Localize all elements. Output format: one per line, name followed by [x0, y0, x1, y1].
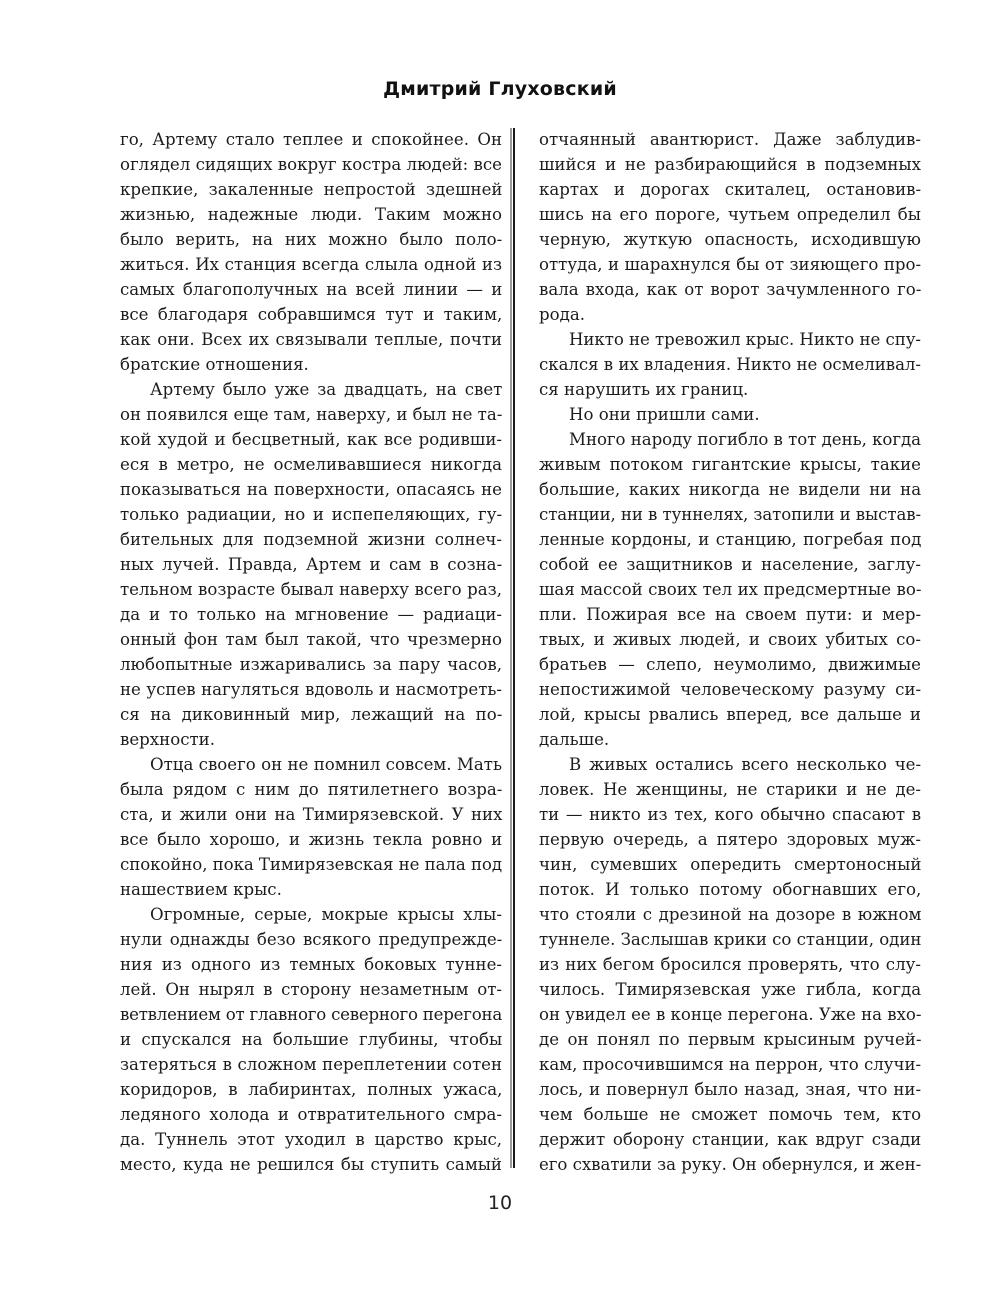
- text-line: ти — никто из тех, кого обычно спасают в: [539, 805, 922, 824]
- text-line: крепкие, закаленные непростой здешней: [120, 180, 503, 199]
- text-line: вала входа, как от ворот зачумленного го-: [539, 280, 922, 299]
- text-line: его схватили за руку. Он обернулся, и жен-: [539, 1155, 922, 1174]
- divider-gray-rule: [510, 128, 512, 1168]
- text-line: ленные кордоны, и станцию, погребая под: [539, 530, 922, 549]
- text-line: тельном возрасте бывал наверху всего раз,: [120, 580, 502, 599]
- text-line: что стояли с дрезиной на дозоре в южном: [539, 905, 922, 924]
- text-line: Никто не тревожил крыс. Никто не спу-: [569, 330, 921, 349]
- text-line: ста, и жили они на Тимирязевской. У них: [120, 805, 503, 824]
- text-line: нашествием крыс.: [120, 880, 282, 899]
- text-line: живым потоком гигантские крысы, такие: [539, 455, 921, 474]
- text-line: Но они пришли сами.: [569, 405, 760, 424]
- text-line: все было хорошо, и жизнь текла ровно и: [120, 830, 503, 849]
- text-line: братьев — слепо, неумолимо, движимые: [539, 655, 921, 674]
- text-line: картах и дорогах скиталец, остановив-: [539, 180, 922, 199]
- text-line: чилось. Тимирязевская уже гибла, когда: [539, 980, 922, 999]
- text-line: верхности.: [120, 730, 216, 749]
- text-line: житься. Их станция всегда слыла одной из: [120, 255, 502, 274]
- text-line: любопытные изжаривались за пару часов,: [120, 655, 502, 674]
- text-line: не успев нагуляться вдоволь и насмотреть-: [120, 680, 503, 699]
- text-line: шись на его пороге, чутьем определил бы: [539, 205, 921, 224]
- text-line: ных лучей. Правда, Артем и сам в созна-: [120, 555, 503, 574]
- text-line: Отца своего он не помнил совсем. Мать: [150, 755, 502, 774]
- text-line: онный фон там был такой, что чрезмерно: [120, 630, 502, 649]
- text-line: большие, каких никогда не видели ни на: [539, 480, 922, 499]
- text-line: лой, крысы рвались вперед, все дальше и: [539, 705, 921, 724]
- text-line: го, Артему стало теплее и спокойнее. Он: [120, 130, 503, 149]
- text-line: пли. Пожирая все на своем пути: и мер-: [539, 605, 922, 624]
- text-line: ся на диковинный мир, лежащий на по-: [120, 705, 503, 724]
- right-text-column: [539, 127, 921, 1177]
- text-line: оглядел сидящих вокруг костра людей: все: [120, 155, 502, 174]
- left-text-column: [120, 127, 502, 1177]
- text-line: дальше.: [539, 730, 610, 749]
- text-line: В живых остались всего несколько че-: [569, 755, 922, 774]
- text-line: из них бегом бросился проверять, что слу-: [539, 955, 921, 974]
- text-line: отчаянный авантюрист. Даже заблудив-: [539, 130, 921, 149]
- text-line: кой худой и бесцветный, как все родивши-: [120, 430, 502, 449]
- text-line: да и то только на мгновение — радиаци-: [120, 605, 502, 624]
- text-line: было верить, на них можно было поло-: [120, 230, 503, 249]
- text-line: ловек. Не женщины, не старики и не де-: [539, 780, 921, 799]
- text-line: ся нарушить их границ.: [539, 380, 749, 399]
- text-line: кам, просочившимся на перрон, что случи-: [539, 1055, 922, 1074]
- text-line: ветвлением от главного северного перегона: [120, 1005, 502, 1024]
- text-line: скался в их владения. Никто не осмеливал-: [539, 355, 921, 374]
- text-line: как они. Всех их связывали теплые, почти: [120, 330, 503, 349]
- text-line: и спускался на большие глубины, чтобы: [120, 1030, 503, 1049]
- text-line: Артему было уже за двадцать, на свет: [150, 380, 503, 399]
- text-line: он появился еще там, наверху, и был не та-: [120, 405, 503, 424]
- text-line: твых, и живых людей, и своих убитых со-: [539, 630, 921, 649]
- text-line: затеряться в сложном переплетении сотен: [120, 1055, 502, 1074]
- text-line: Огромные, серые, мокрые крысы хлы-: [150, 905, 502, 924]
- text-line: только радиации, но и испепеляющих, гу-: [120, 505, 503, 524]
- text-line: жизнью, надежные люди. Таким можно: [120, 205, 502, 224]
- text-line: держит оборону станции, как вдруг сзади: [539, 1130, 922, 1149]
- text-line: шийся и не разбирающийся в подземных: [539, 155, 921, 174]
- text-line: место, куда не решился бы ступить самый: [120, 1155, 502, 1174]
- divider-black-rule: [513, 128, 515, 1168]
- text-line: все благодаря собравшимся тут и таким,: [120, 305, 503, 324]
- text-line: да. Туннель этот уходил в царство крыс,: [120, 1130, 503, 1149]
- text-line: черную, жуткую опасность, исходившую: [539, 230, 921, 249]
- text-line: станции, ни в туннелях, затопили и выстав-: [539, 505, 921, 524]
- text-line: лось, и повернул было назад, зная, что ни-: [539, 1080, 922, 1099]
- text-line: братские отношения.: [120, 355, 309, 374]
- text-line: чин, сумевших опередить смертоносный: [539, 855, 922, 874]
- text-line: поток. И только потому обогнавших его,: [539, 880, 922, 899]
- text-line: ледяного холода и отвратительного смра-: [120, 1105, 502, 1124]
- text-line: Много народу погибло в тот день, когда: [569, 430, 921, 449]
- text-line: де он понял по первым крысиным ручей-: [539, 1030, 922, 1049]
- text-line: показываться на поверхности, опасаясь не: [120, 480, 502, 499]
- text-line: бительных для подземной жизни солнеч-: [120, 530, 502, 549]
- text-line: шая массой своих тел их предсмертные во-: [539, 580, 922, 599]
- text-line: еся в метро, не осмеливавшиеся никогда: [120, 455, 502, 474]
- page-number: 10: [487, 1192, 513, 1214]
- text-line: чем больше не сможет помочь тем, кто: [539, 1105, 922, 1124]
- text-line: нули однажды безо всякого предупрежде-: [120, 930, 503, 949]
- text-line: оттуда, и шарахнулся бы от зияющего про-: [539, 255, 922, 274]
- text-line: он увидел ее в конце перегона. Уже на вхо-: [539, 1005, 922, 1024]
- text-line: ния из одного из темных боковых тунне-: [120, 955, 502, 974]
- text-line: туннеле. Заслышав крики со станции, один: [539, 930, 922, 949]
- text-line: самых благополучных на всей линии — и: [120, 280, 503, 299]
- text-line: была рядом с ним до пятилетнего возра-: [120, 780, 503, 799]
- text-line: коридоров, в лабиринтах, полных ужаса,: [120, 1080, 503, 1099]
- text-line: рода.: [539, 305, 585, 324]
- text-line: спокойно, пока Тимирязевская не пала под: [120, 855, 502, 874]
- text-line: непостижимой человеческому разуму си-: [539, 680, 922, 699]
- text-line: собой ее защитников и население, заглу-: [539, 555, 922, 574]
- running-header: Дмитрий Глуховский: [383, 78, 617, 100]
- column-divider: [510, 128, 515, 1168]
- text-line: лей. Он нырял в сторону незаметным от-: [120, 980, 502, 999]
- text-line: первую очередь, а пятеро здоровых муж-: [539, 830, 921, 849]
